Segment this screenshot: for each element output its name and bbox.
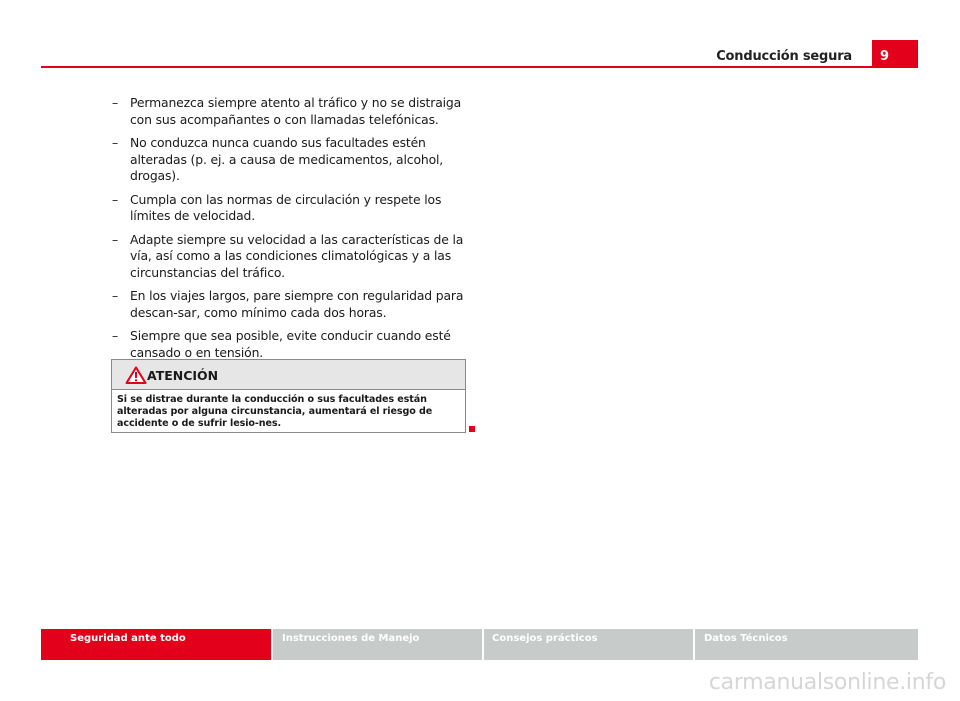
header-rule: [41, 66, 918, 68]
list-item-text: En los viajes largos, pare siempre con regularidad para descan-sar, como mínimo cada dos horas.: [130, 288, 464, 320]
safety-tips-list: [111, 95, 471, 368]
list-item-text: Cumpla con las normas de circulación y respete los límites de velocidad.: [130, 191, 442, 223]
footer-tab-seguridad[interactable]: Seguridad ante todo: [41, 629, 271, 660]
list-item: [111, 328, 471, 361]
section-end-marker: [469, 426, 475, 432]
warning-header: [112, 360, 465, 390]
list-dash: –: [112, 328, 119, 343]
warning-text: Si se distrae durante la conducción o sus facultades están alteradas por alguna circunstancia, aumentará el riesgo de accidente o de sufrir lesio-nes.: [117, 394, 433, 429]
warning-box: [111, 359, 466, 433]
list-item-text: Siempre que sea posible, evite conducir cuando esté cansado o en tensión.: [130, 328, 451, 360]
list-item-text: Permanezca siempre atento al tráfico y no se distraiga con sus acompañantes o con llamadas telefónicas.: [130, 95, 462, 127]
list-item: [111, 135, 471, 185]
section-title: Conducción segura: [716, 49, 852, 64]
list-dash: –: [112, 191, 119, 207]
page-number: 9: [872, 40, 918, 67]
footer-tab-datos[interactable]: Datos Técnicos: [695, 629, 918, 660]
list-item: [111, 232, 471, 282]
list-item-text: No conduzca nunca cuando sus facultades estén alteradas (p. ej. a causa de medicamentos, alcohol, drogas).: [130, 135, 444, 183]
warning-title: ATENCIÓN: [147, 368, 219, 383]
list-dash: –: [112, 95, 119, 110]
footer-tab-instrucciones[interactable]: Instrucciones de Manejo: [273, 629, 482, 660]
footer-tab-consejos[interactable]: Consejos prácticos: [484, 629, 693, 660]
warning-triangle-icon: [125, 366, 147, 384]
list-item: [111, 192, 471, 225]
list-item: [111, 288, 471, 321]
list-dash: –: [112, 231, 119, 247]
watermark: carmanualsonline.info: [708, 670, 946, 695]
list-item: [111, 95, 471, 128]
list-item-text: Adapte siempre su velocidad a las características de la vía, así como a las condiciones climatológicas y a las circunstancias del tráfico.: [130, 231, 464, 280]
footer-nav: [41, 629, 918, 660]
list-dash: –: [112, 135, 119, 150]
list-dash: –: [112, 288, 119, 303]
